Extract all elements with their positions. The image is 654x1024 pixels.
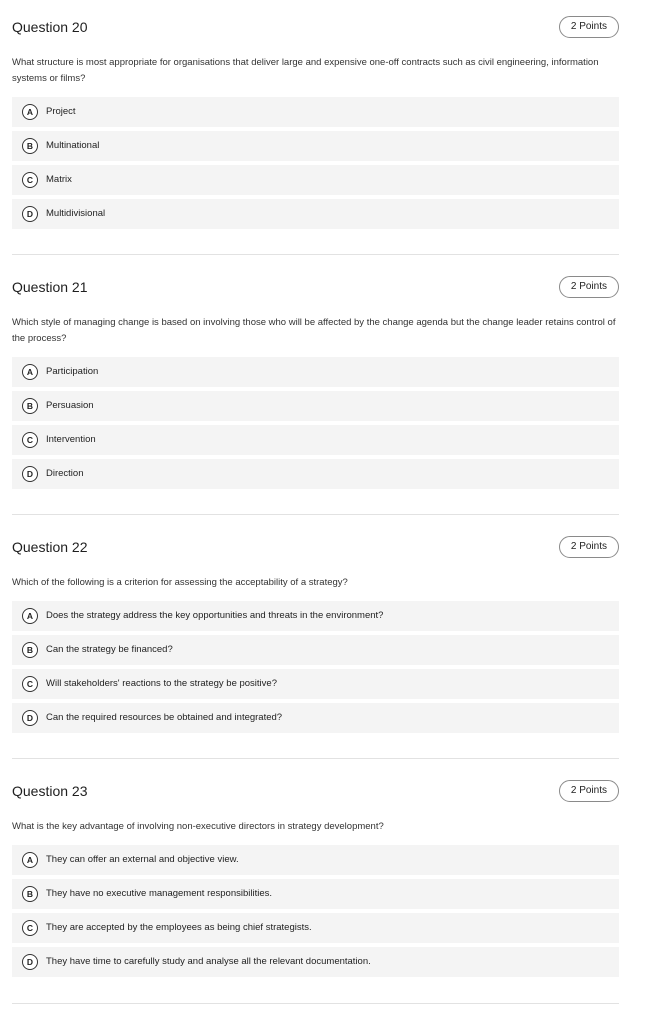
option-letter-badge: D [22, 710, 38, 726]
points-badge: 2 Points [559, 16, 619, 38]
question-divider [12, 1003, 619, 1004]
option-b[interactable] [12, 635, 619, 665]
option-letter-badge: A [22, 364, 38, 380]
option-letter-badge: B [22, 642, 38, 658]
option-letter-badge: B [22, 886, 38, 902]
option-c[interactable] [12, 425, 619, 455]
option-label: Participation [46, 366, 99, 377]
option-a[interactable] [12, 601, 619, 631]
question-title: Question 23 [12, 783, 88, 799]
points-badge: 2 Points [559, 536, 619, 558]
question-text: Which style of managing change is based on involving those who will be affected by the change agenda but the change leader retains control of the process? [12, 317, 616, 344]
option-b[interactable] [12, 879, 619, 909]
option-label: Does the strategy address the key opportunities and threats in the environment? [46, 610, 384, 621]
question-text: What is the key advantage of involving non-executive directors in strategy development? [12, 821, 384, 832]
option-label: Persuasion [46, 400, 94, 411]
option-c[interactable] [12, 913, 619, 943]
option-label: Project [46, 106, 76, 117]
options-list [12, 601, 619, 733]
option-label: They can offer an external and objective view. [46, 854, 239, 865]
option-letter-badge: A [22, 852, 38, 868]
option-letter-badge: C [22, 172, 38, 188]
points-badge: 2 Points [559, 780, 619, 802]
question-text: What structure is most appropriate for organisations that deliver large and expensive one-off contracts such as civil engineering, information systems or films? [12, 57, 599, 84]
option-label: They are accepted by the employees as being chief strategists. [46, 922, 312, 933]
options-list [12, 357, 619, 489]
options-list [12, 845, 619, 977]
option-label: Will stakeholders' reactions to the strategy be positive? [46, 678, 277, 689]
option-a[interactable] [12, 845, 619, 875]
question-header [12, 535, 619, 559]
option-label: Multinational [46, 140, 100, 151]
question-title: Question 20 [12, 19, 88, 35]
option-label: Matrix [46, 174, 72, 185]
question-20 [12, 15, 619, 233]
question-text: Which of the following is a criterion for assessing the acceptability of a strategy? [12, 577, 348, 588]
option-letter-badge: D [22, 954, 38, 970]
option-letter-badge: D [22, 206, 38, 222]
question-divider [12, 514, 619, 515]
option-d[interactable] [12, 947, 619, 977]
option-d[interactable] [12, 199, 619, 229]
option-label: Can the strategy be financed? [46, 644, 173, 655]
option-letter-badge: D [22, 466, 38, 482]
option-label: Intervention [46, 434, 96, 445]
option-a[interactable] [12, 357, 619, 387]
question-header [12, 275, 619, 299]
option-letter-badge: A [22, 608, 38, 624]
option-letter-badge: C [22, 676, 38, 692]
option-c[interactable] [12, 669, 619, 699]
question-title: Question 21 [12, 279, 88, 295]
option-b[interactable] [12, 131, 619, 161]
option-label: Direction [46, 468, 84, 479]
question-22 [12, 535, 619, 737]
question-divider [12, 254, 619, 255]
option-letter-badge: C [22, 920, 38, 936]
option-label: They have time to carefully study and analyse all the relevant documentation. [46, 956, 371, 967]
option-label: Multidivisional [46, 208, 106, 219]
option-c[interactable] [12, 165, 619, 195]
option-letter-badge: A [22, 104, 38, 120]
options-list [12, 97, 619, 229]
option-letter-badge: B [22, 398, 38, 414]
option-label: They have no executive management responsibilities. [46, 888, 273, 899]
question-divider [12, 758, 619, 759]
question-21 [12, 275, 619, 493]
question-header [12, 15, 619, 39]
option-d[interactable] [12, 459, 619, 489]
question-header [12, 779, 619, 803]
option-letter-badge: B [22, 138, 38, 154]
option-d[interactable] [12, 703, 619, 733]
question-23 [12, 779, 619, 981]
option-b[interactable] [12, 391, 619, 421]
option-label: Can the required resources be obtained and integrated? [46, 712, 283, 723]
question-title: Question 22 [12, 539, 88, 555]
option-letter-badge: C [22, 432, 38, 448]
points-badge: 2 Points [559, 276, 619, 298]
option-a[interactable] [12, 97, 619, 127]
